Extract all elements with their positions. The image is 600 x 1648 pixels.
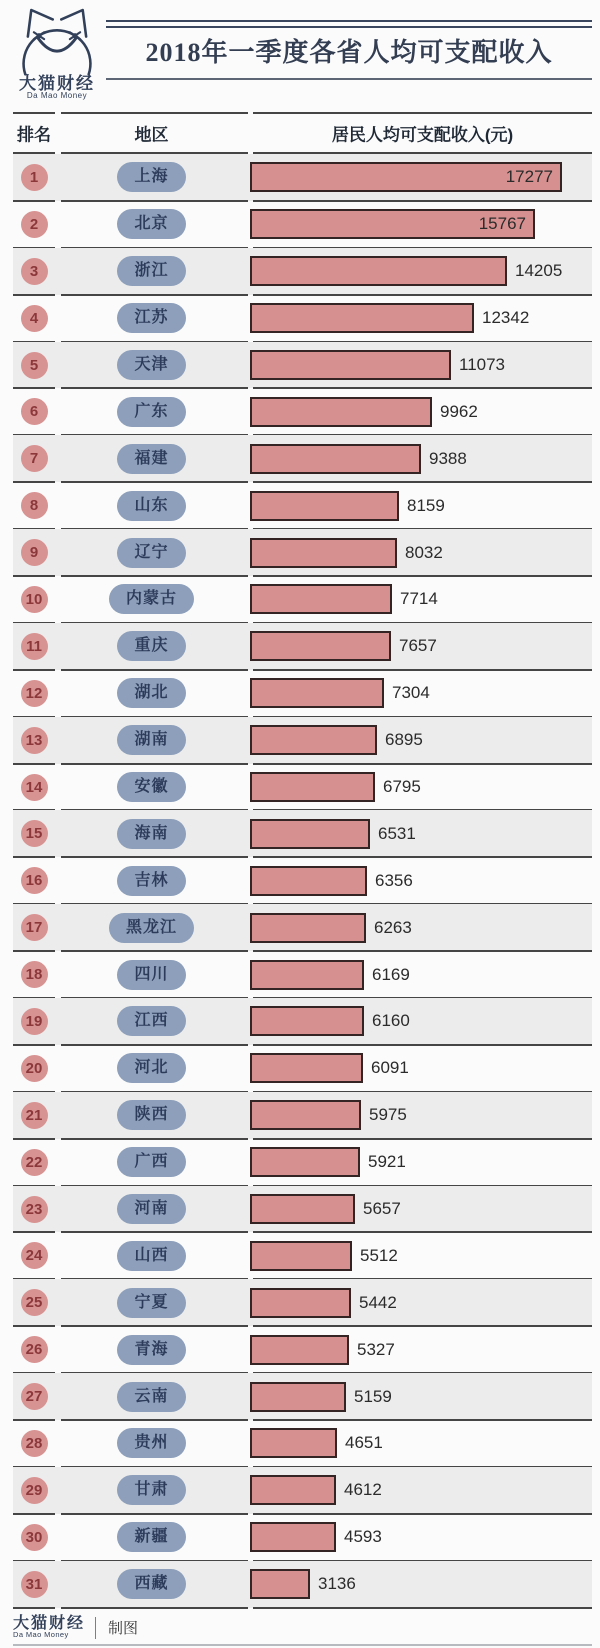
income-value: 8032 <box>405 542 443 562</box>
table-row <box>0 388 600 435</box>
region-cell <box>55 1194 248 1224</box>
rank-badge: 4 <box>21 305 48 332</box>
bar-cell <box>248 1522 600 1552</box>
rank-cell <box>13 1289 55 1316</box>
table-row <box>0 1373 600 1420</box>
region-cell <box>55 913 248 943</box>
rank-badge: 11 <box>21 633 48 660</box>
rank-cell <box>13 774 55 801</box>
brand-logo <box>8 4 106 100</box>
bar-cell <box>248 819 600 849</box>
table-row <box>0 1186 600 1233</box>
income-bar <box>250 1335 349 1365</box>
table-row <box>0 154 600 201</box>
title-bottom-rule <box>106 78 592 80</box>
income-value: 4651 <box>345 1433 383 1453</box>
footer-divider <box>95 1617 96 1639</box>
income-value: 4593 <box>344 1527 382 1547</box>
rank-badge: 5 <box>21 352 48 379</box>
income-value: 3136 <box>318 1574 356 1594</box>
rank-cell <box>13 727 55 754</box>
table-row <box>0 764 600 811</box>
rank-cell <box>13 1102 55 1129</box>
region-pill: 广西 <box>117 1147 185 1177</box>
bar-cell <box>248 725 600 755</box>
region-cell <box>55 1428 248 1458</box>
bar-cell <box>248 1335 600 1365</box>
rank-badge: 3 <box>21 258 48 285</box>
rank-badge: 28 <box>21 1430 48 1457</box>
income-value: 12342 <box>482 308 530 328</box>
rank-cell <box>13 1008 55 1035</box>
bar-cell <box>248 913 600 943</box>
region-cell <box>55 444 248 474</box>
table-row <box>0 482 600 529</box>
bar-cell <box>248 1569 600 1599</box>
income-bar <box>250 491 399 521</box>
rank-badge: 10 <box>21 586 48 613</box>
region-pill: 西藏 <box>117 1569 185 1599</box>
region-cell <box>55 491 248 521</box>
region-pill: 天津 <box>117 350 185 380</box>
rank-badge: 20 <box>21 1055 48 1082</box>
region-pill: 新疆 <box>117 1522 185 1552</box>
rank-cell <box>13 633 55 660</box>
income-bar <box>250 1428 337 1458</box>
region-pill: 河北 <box>117 1053 185 1083</box>
table-row <box>0 1232 600 1279</box>
region-pill: 福建 <box>117 444 185 474</box>
region-cell <box>55 1100 248 1130</box>
income-bar <box>250 960 364 990</box>
bar-cell <box>248 162 600 192</box>
bar-cell <box>248 444 600 474</box>
table-row <box>0 1514 600 1561</box>
table-row <box>0 998 600 1045</box>
rank-cell <box>13 352 55 379</box>
table-row <box>0 435 600 482</box>
rank-badge: 30 <box>21 1524 48 1551</box>
region-pill: 湖南 <box>117 725 185 755</box>
region-pill: 重庆 <box>117 631 185 661</box>
region-cell <box>55 397 248 427</box>
bar-cell <box>248 866 600 896</box>
rank-cell <box>13 1383 55 1410</box>
income-value: 6356 <box>375 870 413 890</box>
rank-badge: 23 <box>21 1196 48 1223</box>
income-value: 5442 <box>359 1292 397 1312</box>
table-row <box>0 248 600 295</box>
income-bar <box>250 1522 336 1552</box>
title-block <box>106 0 592 80</box>
income-bar <box>250 678 384 708</box>
region-cell <box>55 772 248 802</box>
rank-badge: 25 <box>21 1289 48 1316</box>
region-cell <box>55 209 248 239</box>
table-row <box>0 1467 600 1514</box>
rank-cell <box>13 1336 55 1363</box>
income-value: 6169 <box>372 964 410 984</box>
region-cell <box>55 1335 248 1365</box>
income-bar <box>250 772 375 802</box>
bar-cell <box>248 491 600 521</box>
region-pill: 内蒙古 <box>109 584 194 614</box>
region-cell <box>55 162 248 192</box>
income-value: 4612 <box>344 1480 382 1500</box>
region-cell <box>55 538 248 568</box>
income-value: 6263 <box>374 917 412 937</box>
income-value: 11073 <box>459 355 506 374</box>
bar-cell <box>248 1053 600 1083</box>
rank-cell <box>13 1055 55 1082</box>
table-row <box>0 717 600 764</box>
income-value: 6531 <box>378 823 416 843</box>
rank-cell <box>13 1196 55 1223</box>
bar-cell <box>248 1475 600 1505</box>
region-cell <box>55 1241 248 1271</box>
bar-cell <box>248 209 600 239</box>
table-column-headers <box>0 112 600 154</box>
rank-cell <box>13 914 55 941</box>
rank-badge: 16 <box>21 867 48 894</box>
rank-cell <box>13 820 55 847</box>
income-bar <box>250 538 397 568</box>
region-pill: 宁夏 <box>117 1288 185 1318</box>
region-cell <box>55 1147 248 1177</box>
rank-cell <box>13 1571 55 1598</box>
rank-badge: 22 <box>21 1149 48 1176</box>
table-row <box>0 342 600 389</box>
income-bar <box>250 1147 360 1177</box>
table-row <box>0 576 600 623</box>
region-pill: 海南 <box>117 819 185 849</box>
bar-cell <box>248 1194 600 1224</box>
income-value: 5975 <box>369 1105 407 1125</box>
income-bar <box>250 1006 364 1036</box>
bar-cell <box>248 1382 600 1412</box>
bar-cell <box>248 960 600 990</box>
bar-cell <box>248 1147 600 1177</box>
rank-cell <box>13 211 55 238</box>
rank-badge: 18 <box>21 961 48 988</box>
column-header-income: 居民人均可支配收入(元) <box>331 125 514 145</box>
table-row <box>0 1420 600 1467</box>
table-row <box>0 951 600 998</box>
income-value: 6160 <box>372 1011 410 1031</box>
income-bar <box>250 1100 361 1130</box>
bar-cell <box>248 584 600 614</box>
rank-badge: 1 <box>21 164 48 191</box>
rank-cell <box>13 1430 55 1457</box>
rank-badge: 7 <box>21 445 48 472</box>
income-value: 7304 <box>392 683 430 703</box>
table-row <box>0 810 600 857</box>
region-pill: 黑龙江 <box>109 913 194 943</box>
footer-brand-en: Da Mao Money <box>13 1630 69 1640</box>
income-bar <box>250 631 391 661</box>
page-title: 2018年一季度各省人均可支配收入 <box>145 38 553 67</box>
region-cell <box>55 1288 248 1318</box>
income-bar <box>250 350 451 380</box>
bar-cell <box>248 772 600 802</box>
cat-face-icon <box>14 4 100 76</box>
rank-badge: 17 <box>21 914 48 941</box>
bar-cell <box>248 1100 600 1130</box>
income-bar <box>250 1241 352 1271</box>
rank-badge: 9 <box>21 539 48 566</box>
bar-cell <box>248 303 600 333</box>
table-row <box>0 904 600 951</box>
table-row <box>0 201 600 248</box>
rank-badge: 21 <box>21 1102 48 1129</box>
region-pill: 江西 <box>117 1006 185 1036</box>
rank-badge: 27 <box>21 1383 48 1410</box>
table-row <box>0 857 600 904</box>
region-pill: 四川 <box>117 960 185 990</box>
rank-cell <box>13 867 55 894</box>
income-value: 5512 <box>360 1245 398 1265</box>
region-cell <box>55 725 248 755</box>
region-pill: 湖北 <box>117 678 185 708</box>
bar-cell <box>248 256 600 286</box>
region-cell <box>55 1382 248 1412</box>
income-bar <box>250 1053 363 1083</box>
rank-cell <box>13 1242 55 1269</box>
region-cell <box>55 350 248 380</box>
income-value: 5657 <box>363 1199 401 1219</box>
region-pill: 北京 <box>117 209 185 239</box>
rank-badge: 2 <box>21 211 48 238</box>
income-bar <box>250 866 367 896</box>
rank-cell <box>13 586 55 613</box>
rank-cell <box>13 398 55 425</box>
table-row <box>0 670 600 717</box>
rank-cell <box>13 1524 55 1551</box>
region-cell <box>55 631 248 661</box>
income-bar <box>250 913 366 943</box>
table-row <box>0 1045 600 1092</box>
column-header-rank: 排名 <box>17 125 51 145</box>
bar-cell <box>248 1006 600 1036</box>
footer-credit-label: 制图 <box>108 1620 139 1638</box>
rank-cell <box>13 258 55 285</box>
title-top-rule <box>106 20 592 28</box>
rank-badge: 14 <box>21 774 48 801</box>
region-cell <box>55 584 248 614</box>
rank-badge: 15 <box>21 820 48 847</box>
income-bar <box>250 256 507 286</box>
income-bar <box>250 162 562 192</box>
income-value: 8159 <box>407 495 445 515</box>
column-header-region: 地区 <box>134 125 169 145</box>
bar-cell <box>248 538 600 568</box>
income-value: 7657 <box>399 636 437 656</box>
region-cell <box>55 1569 248 1599</box>
income-bar <box>250 584 392 614</box>
footer-brand-cn: 大猫财经 <box>13 1615 86 1633</box>
rank-cell <box>13 1149 55 1176</box>
region-pill: 云南 <box>117 1382 185 1412</box>
region-cell <box>55 1053 248 1083</box>
income-bar <box>250 1475 336 1505</box>
income-bar <box>250 303 474 333</box>
income-value: 7714 <box>400 589 438 609</box>
income-bar <box>250 1194 355 1224</box>
income-value: 6091 <box>371 1058 409 1078</box>
region-cell <box>55 1475 248 1505</box>
rank-badge: 13 <box>21 727 48 754</box>
region-cell <box>55 960 248 990</box>
rank-cell <box>13 539 55 566</box>
rank-badge: 12 <box>21 680 48 707</box>
brand-name-en: Da Mao Money <box>26 91 88 100</box>
income-value: 5159 <box>354 1386 392 1406</box>
region-cell <box>55 1522 248 1552</box>
rank-badge: 8 <box>21 492 48 519</box>
income-value: 6895 <box>385 730 423 750</box>
rank-badge: 26 <box>21 1336 48 1363</box>
table-row <box>0 1326 600 1373</box>
page-header <box>0 0 600 112</box>
rank-cell <box>13 1477 55 1504</box>
region-pill: 江苏 <box>117 303 185 333</box>
income-value: 17277 <box>505 167 553 187</box>
rank-badge: 6 <box>21 398 48 425</box>
income-bar <box>250 1569 310 1599</box>
table-row <box>0 1561 600 1608</box>
bar-cell <box>248 1288 600 1318</box>
income-value: 6795 <box>383 777 421 797</box>
region-pill: 山东 <box>117 491 185 521</box>
rank-cell <box>13 961 55 988</box>
region-pill: 陕西 <box>117 1100 185 1130</box>
rank-badge: 29 <box>21 1477 48 1504</box>
table-row <box>0 295 600 342</box>
income-bar <box>250 397 432 427</box>
region-pill: 吉林 <box>117 866 185 896</box>
rank-cell <box>13 164 55 191</box>
rank-table-body <box>0 154 600 1608</box>
brand-name-cn: 大猫财经 <box>19 74 95 93</box>
footer-brand <box>13 1616 85 1639</box>
region-pill: 辽宁 <box>117 538 185 568</box>
region-pill: 青海 <box>117 1335 185 1365</box>
region-pill: 贵州 <box>117 1428 185 1458</box>
income-bar <box>250 819 370 849</box>
income-value: 15767 <box>478 214 526 234</box>
region-cell <box>55 303 248 333</box>
region-cell <box>55 678 248 708</box>
bar-cell <box>248 397 600 427</box>
page-footer <box>0 1608 600 1648</box>
table-row <box>0 623 600 670</box>
rank-cell <box>13 492 55 519</box>
rank-badge: 19 <box>21 1008 48 1035</box>
income-value: 9388 <box>429 448 467 468</box>
income-bar <box>250 444 421 474</box>
income-value: 5327 <box>357 1339 395 1359</box>
region-cell <box>55 819 248 849</box>
income-value: 9962 <box>440 401 478 421</box>
region-pill: 甘肃 <box>117 1475 185 1505</box>
region-cell <box>55 256 248 286</box>
rank-cell <box>13 445 55 472</box>
bar-cell <box>248 678 600 708</box>
region-pill: 浙江 <box>117 256 185 286</box>
income-bar <box>250 1288 351 1318</box>
income-bar <box>250 209 535 239</box>
income-bar <box>250 725 377 755</box>
table-row <box>0 529 600 576</box>
region-pill: 山西 <box>117 1241 185 1271</box>
bar-cell <box>248 631 600 661</box>
rank-cell <box>13 305 55 332</box>
income-value: 5921 <box>368 1152 406 1172</box>
table-row <box>0 1279 600 1326</box>
rank-cell <box>13 680 55 707</box>
region-pill: 上海 <box>117 162 185 192</box>
bar-cell <box>248 1241 600 1271</box>
table-row <box>0 1139 600 1186</box>
income-value: 14205 <box>515 261 563 281</box>
table-row <box>0 1092 600 1139</box>
region-pill: 安徽 <box>117 772 185 802</box>
income-bar <box>250 1382 346 1412</box>
bar-cell <box>248 350 600 380</box>
region-cell <box>55 866 248 896</box>
rank-badge: 24 <box>21 1242 48 1269</box>
bar-cell <box>248 1428 600 1458</box>
region-pill: 河南 <box>117 1194 185 1224</box>
region-cell <box>55 1006 248 1036</box>
region-pill: 广东 <box>117 397 185 427</box>
rank-badge: 31 <box>21 1571 48 1598</box>
